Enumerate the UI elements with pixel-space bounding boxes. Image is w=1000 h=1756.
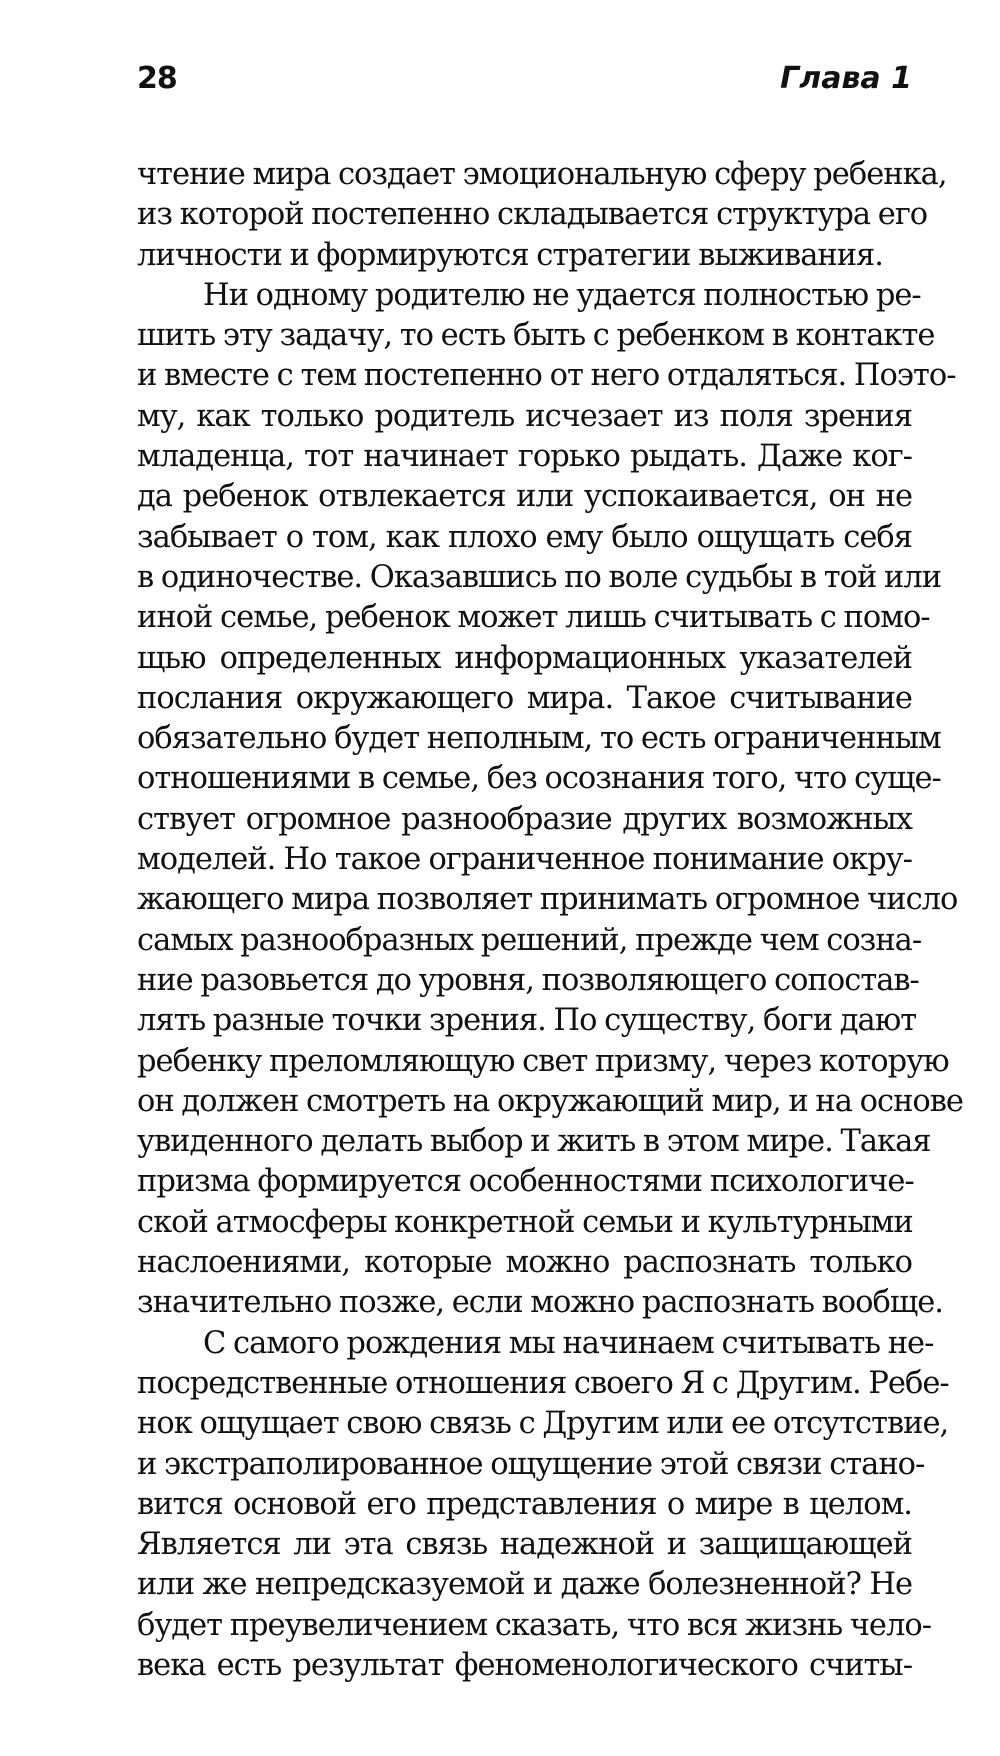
text-line: вится основой его представления о мире в целом. [137, 1486, 912, 1522]
text-line: и вместе с тем постепенно от него отдаляться. Поэто- [137, 358, 956, 394]
text-line: значительно позже, если можно распознать вообще. [137, 1285, 943, 1321]
text-line: моделей. Но такое ограниченное понимание окру- [137, 842, 912, 878]
text-line: увиденного делать выбор и жить в этом мире. Такая [137, 1124, 931, 1160]
body-text [137, 155, 963, 1686]
text-line: нок ощущает свою связь с Другим или ее отсутствие, [137, 1406, 949, 1442]
page-number: 28 [137, 60, 177, 96]
text-line: лять разные точки зрения. По существу, боги дают [137, 1003, 917, 1039]
text-line: обязательно будет неполным, то есть ограниченным [137, 721, 941, 757]
text-line: наслоениями, которые можно распознать только [137, 1245, 912, 1281]
text-line: жающего мира позволяет принимать огромное число [137, 882, 958, 918]
text-line: века есть результат феноменологического считы- [137, 1647, 912, 1683]
text-line: посредственные отношения своего Я с Другим. Ребе- [137, 1365, 949, 1401]
text-line: самых разнообразных решений, прежде чем созна- [137, 922, 922, 958]
text-line: шить эту задачу, то есть быть с ребенком в контакте [137, 318, 935, 354]
text-line: ребенку преломляющую свет призму, через которую [137, 1043, 949, 1079]
text-line: С самого рождения мы начинаем считывать не- [203, 1325, 934, 1361]
text-line: ние разовьется до уровня, позволяющего сопостав- [137, 962, 919, 998]
text-line: будет преувеличением сказать, что вся жизнь чело- [137, 1607, 932, 1643]
text-line: щью определенных информационных указателей [137, 640, 912, 676]
text-line: му, как только родитель исчезает из поля зрения [137, 398, 912, 434]
text-line: иной семье, ребенок может лишь считывать с помо- [137, 600, 930, 636]
text-line: личности и формируются стратегии выживания. [137, 237, 883, 273]
text-line: в одиночестве. Оказавшись по воле судьбы в той или [137, 559, 942, 595]
text-line: да ребенок отвлекается или успокаивается, он не [137, 479, 912, 515]
text-line: послания окружающего мира. Такое считывание [137, 680, 912, 716]
text-line: Является ли эта связь надежной и защищающей [137, 1527, 912, 1563]
text-line: забывает о том, как плохо ему было ощущать себя [137, 519, 912, 555]
text-line: младенца, тот начинает горько рыдать. Даже ког- [137, 439, 912, 475]
text-line: чтение мира создает эмоциональную сферу ребенка, [137, 157, 947, 192]
text-line: отношениями в семье, без осознания того, что суще- [137, 761, 941, 797]
text-line: он должен смотреть на окружающий мир, и на основе [137, 1083, 963, 1119]
text-line: Ни одному родителю не удается полностью ре- [203, 277, 921, 313]
text-line: или же непредсказуемой и даже болезненной? Не [137, 1567, 912, 1603]
text-line: ской атмосферы конкретной семьи и культурными [137, 1204, 913, 1240]
running-header [137, 58, 912, 98]
text-line: из которой постепенно складывается структура его [137, 197, 928, 233]
chapter-title: Глава 1 [780, 60, 912, 96]
text-line: и экстраполированное ощущение этой связи стано- [137, 1446, 925, 1482]
text-line: ствует огромное разнообразие других возможных [137, 801, 912, 837]
text-line: призма формируется особенностями психологиче- [137, 1164, 914, 1200]
